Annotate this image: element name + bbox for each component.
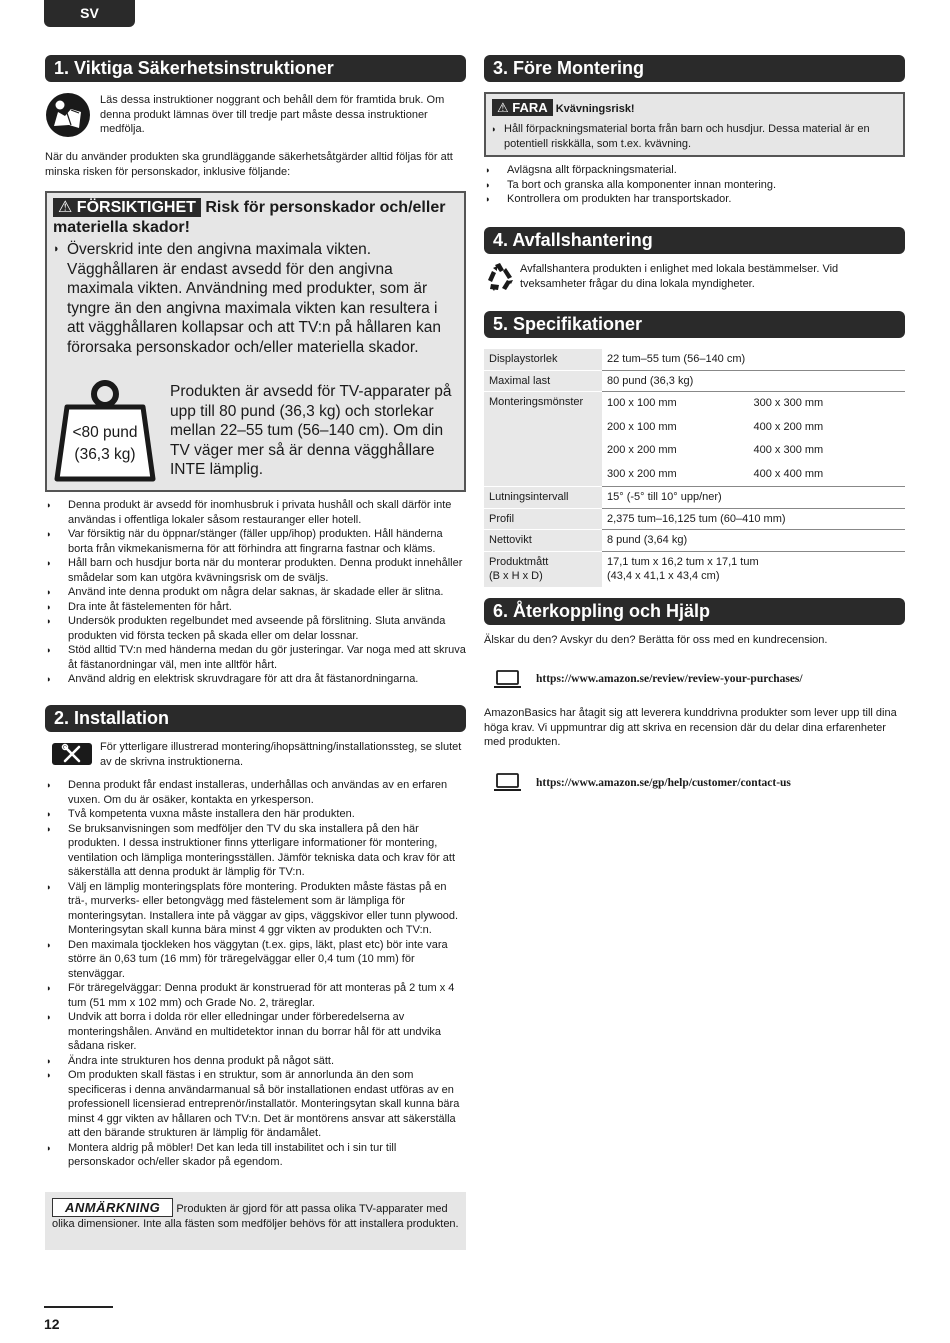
section-1-heading: 1. Viktiga Säkerhetsinstruktioner [45, 55, 466, 82]
mount-pattern: 100 x 100 mm [607, 397, 677, 409]
list-item: ◗ Ändra inte strukturen hos denna produkt på något sätt. [45, 1054, 466, 1069]
spec-key [484, 551, 602, 587]
mount-pattern: 200 x 100 mm [607, 420, 677, 433]
danger-badge [492, 99, 553, 116]
spec-key: Nettovikt [484, 530, 602, 552]
spec-table [484, 349, 905, 587]
read-manual-icon [45, 92, 91, 138]
warning-triangle-icon: ⚠ [58, 199, 73, 216]
s2-intro-text: För ytterligare illustrerad montering/ihopsättning/installationssteg, se slutet av de skrivna instruktionerna. [100, 741, 462, 768]
mount-pattern: 300 x 300 mm [753, 397, 824, 409]
note-text: Produkten är gjord för att passa olika TV-apparater med olika dimensioner. Inte alla fästen som medföljer behövs för att installera produkten. [52, 1203, 459, 1230]
list-item: ◗ Denna produkt får endast installeras, underhållas och användas av en erfaren vuxen. Om du är osäker, kontakta en yrkesperson. [45, 778, 466, 807]
table-row [484, 487, 905, 509]
list-item: ◗ Dra inte åt fästelementen för hårt. [45, 600, 466, 615]
list-item: ◗ Denna produkt är avsedd för inomhusbruk i privata hushåll och skall därför inte användas i offentliga lokaler såsom restauranger eller hotell. [45, 498, 466, 527]
spec-value: 15° (-5° till 10° upp/ner) [602, 487, 905, 509]
spec-value: 2,375 tum–16,125 tum (60–410 mm) [602, 508, 905, 530]
list-item: ◗ Avlägsna allt förpackningsmaterial. [484, 163, 905, 178]
page-number: 12 [44, 1316, 60, 1332]
list-item: ◗ Om produkten skall fästas i en struktur, som är annorlunda än den som specificeras i denna användarmanual så bör installationen endast utföras av en professionell licensierad entreprenör/installatör. Monteringsytan skall kunna bära minst 4 ggr vikten av hållaren och TV:n. Det är montörens ansvar att säkerställa att den bärande strukturen är lämplig för ändamålet. [45, 1068, 466, 1141]
review-link[interactable]: https://www.amazon.se/review/review-your-purchases/ [536, 673, 803, 685]
list-item: ◗ Kontrollera om produkten har transportskador. [484, 192, 905, 207]
list-item: ◗ Använd inte denna produkt om några delar saknas, är skadade eller är slitna. [45, 585, 466, 600]
list-item: ◗ Stöd alltid TV:n med händerna medan du gör justeringar. Var noga med att skruva åt fästanordningar väl, men inte alltför hårt. [45, 643, 466, 672]
weight-label [53, 422, 157, 466]
list-item: ◗ Två kompetenta vuxna måste installera den här produkten. [45, 807, 466, 822]
section-4-heading: 4. Avfallshantering [484, 227, 905, 254]
recycle-icon [484, 260, 518, 294]
s1-paragraph: När du använder produkten ska grundläggande säkerhetsåtgärder alltid följas för att minska risken för personskador, inklusive följande: [45, 151, 453, 178]
caution-text [53, 240, 458, 357]
mount-pattern: 400 x 400 mm [753, 467, 824, 480]
danger-text: ◗ Håll förpackningsmaterial borta från barn och husdjur. Dessa material är en potentiell riskkälla, som t.ex. kvävning. [490, 122, 900, 151]
spec-value [602, 551, 905, 587]
list-item: ◗ Se bruksanvisningen som medföljer den TV du ska installera på den här produkten. I dessa instruktioner finns ytterligare informationer för montering, ventilation och lämpliga monteringsställen. Jämför tekniska data och krav för att säkerställa att denna produkt är lämplig för TV:n. [45, 822, 466, 880]
section-6-heading: 6. Återkoppling och Hjälp [484, 598, 905, 625]
list-item: ◗ Använd aldrig en elektrisk skruvdragare för att dra åt fästanordningarna. [45, 672, 466, 687]
table-row [484, 370, 905, 392]
list-item: ◗ Montera aldrig på möbler! Det kan leda till instabilitet och i sin tur till personskador och/eller skador på egendom. [45, 1141, 466, 1170]
table-row [484, 530, 905, 552]
mount-patterns [602, 392, 905, 487]
page-rule [44, 1306, 113, 1308]
contact-link[interactable]: https://www.amazon.se/gp/help/customer/contact-us [536, 777, 791, 789]
section-2-heading: 2. Installation [45, 705, 466, 732]
table-row [484, 508, 905, 530]
table-row [484, 392, 905, 487]
danger-box [484, 92, 905, 157]
caution-heading [53, 198, 458, 238]
table-row [484, 349, 905, 370]
section-3-heading: 3. Före Montering [484, 55, 905, 82]
list-item: ◗ Undersök produkten regelbundet med avseende på förslitning. Sluta använda produkten vid första tecken på skada eller om delar lossnar. [45, 614, 466, 643]
list-item: ◗ Den maximala tjockleken hos väggytan (t.ex. gips, läkt, plast etc) bör inte vara större än 0,63 tum (16 mm) för träregelväggar eller 0,4 tum (10 mm) för stenväggar. [45, 938, 466, 982]
caution-label: FÖRSIKTIGHET [76, 199, 196, 216]
danger-heading [492, 99, 635, 117]
weight-lbs: <80 pund [72, 424, 138, 441]
caution-body: Överskrid inte den angivna maximala vikten. Vägghållaren är endast avsedd för den angivna maximala vikten. Användning med produkter, som är tyngre än den angivna maximala vikten kan resultera i att vägghållaren kollapsar och att TV:n på hållaren kan förorsaka personskador och/eller materiella skador. [67, 241, 441, 356]
mount-pattern: 300 x 200 mm [607, 467, 677, 480]
s1-intro-text: Läs dessa instruktioner noggrant och behåll dem för framtida bruk. Om denna produkt lämnas över till tredje part måste dessa instruktioner medfölja. [100, 94, 445, 135]
table-row [484, 551, 905, 587]
spec-value-line: (43,4 x 41,1 x 43,4 cm) [607, 570, 720, 582]
laptop-icon [494, 670, 521, 690]
spec-key-line: (B x H x D) [489, 570, 543, 582]
spec-key: Monteringsmönster [484, 392, 602, 487]
spec-key: Maximal last [484, 370, 602, 392]
mount-pattern: 200 x 200 mm [607, 444, 677, 456]
note-label: ANMÄRKNING [52, 1198, 173, 1217]
list-item: ◗ Undvik att borra i dolda rör eller elledningar under förberedelserna av monteringshålen. Använd en multidetektor innan du borrar hål för att undvika sådana risker. [45, 1010, 466, 1054]
danger-title: Kvävningsrisk! [555, 103, 635, 115]
list-item: ◗ Ta bort och granska alla komponenter innan montering. [484, 178, 905, 193]
s6-text-1: Älskar du den? Avskyr du den? Berätta för oss med en kundrecension. [484, 634, 828, 646]
bullet-marker: ◗ [53, 243, 60, 255]
s2-bullet-list [45, 778, 466, 1170]
s4-text: Avfallshantera produkten i enlighet med lokala bestämmelser. Vid tveksamheter frågar du dina lokala myndigheter. [520, 263, 839, 290]
caution-title: Risk för personskador och/eller materiella skador! [53, 199, 446, 236]
language-tab: SV [44, 0, 135, 27]
danger-list [490, 122, 900, 151]
s3-bullet-list [484, 163, 905, 207]
spec-key: Profil [484, 508, 602, 530]
list-item: ◗ Välj en lämplig monteringsplats före montering. Produkten måste fästas på en trä-, murverks- eller betongvägg med fästelement som är lämpliga för monteringsytan. Installera inte på väggar av gips, väggskivor eller tunn plywood. Monteringsytan skall kunna bära minst 4 ggr vikten av produkten och TV:n. [45, 880, 466, 938]
laptop-icon [494, 773, 521, 793]
weight-description: Produkten är avsedd för TV-apparater på upp till 80 pund (36,3 kg) och storlekar mellan 22–55 tum (56–140 cm). Om din TV väger mer så är denna vägghållare INTE lämplig. [170, 383, 452, 478]
list-item: ◗ Var försiktig när du öppnar/stänger (fäller upp/ihop) produkten. Håll händerna borta från vikmekanismerna för att förhindra att fingrarna fastnar och kläms. [45, 527, 466, 556]
weight-kg: (36,3 kg) [74, 446, 136, 463]
spec-value-line: 17,1 tum x 16,2 tum x 17,1 tum [607, 555, 759, 568]
list-item: ◗ För träregelväggar: Denna produkt är konstruerad för att monteras på 2 tum x 4 tum (51 mm x 102 mm) och Grade No. 2, träreglar. [45, 981, 466, 1010]
mount-pattern: 400 x 300 mm [753, 444, 824, 456]
warning-triangle-icon: ⚠ [497, 100, 509, 115]
spec-value: 80 pund (36,3 kg) [602, 370, 905, 392]
spec-key-line: Produktmått [489, 555, 549, 568]
spec-key: Lutningsintervall [484, 487, 602, 509]
danger-label: FARA [512, 100, 548, 115]
s6-text-2: AmazonBasics har åtagit sig att leverera kunddrivna produkter som lever upp till dina höga krav. Vi uppmuntrar dig att skriva en recension där du delar dina erfarenheter med produkten. [484, 707, 897, 748]
list-item: ◗ Håll barn och husdjur borta när du monterar produkten. Denna produkt innehåller smådelar som kan utgöra kvävningsrisk om de sväljs. [45, 556, 466, 585]
note-box [45, 1192, 466, 1250]
caution-box [45, 191, 466, 492]
spec-value: 8 pund (3,64 kg) [602, 530, 905, 552]
mount-pattern: 400 x 200 mm [753, 420, 824, 433]
spec-key: Displaystorlek [484, 349, 602, 370]
s1-bullet-list [45, 498, 466, 687]
tools-icon [52, 743, 92, 765]
section-5-heading: 5. Specifikationer [484, 311, 905, 338]
weight-icon [53, 377, 157, 487]
caution-badge [53, 198, 201, 217]
spec-value: 22 tum–55 tum (56–140 cm) [602, 349, 905, 370]
